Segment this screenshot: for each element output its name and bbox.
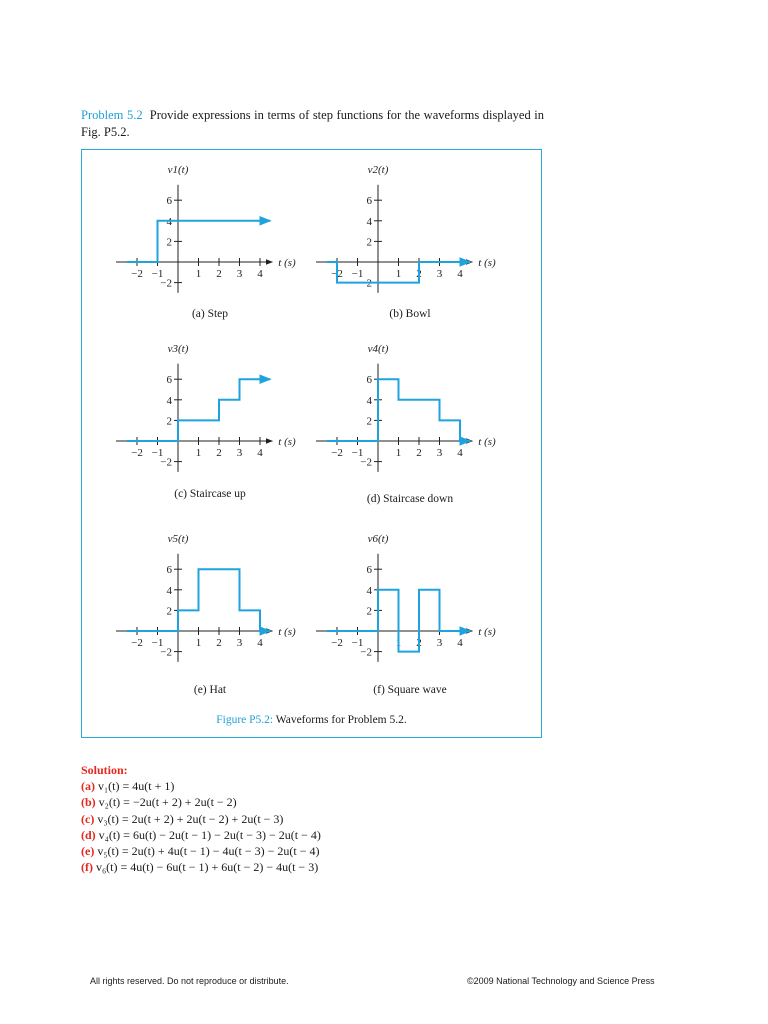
solution-expression: v₅(t) = 2u(t) + 4u(t − 1) − 4u(t − 3) − 2u(t − 4) [97,844,320,859]
y-tick-label: 4 [366,394,372,407]
x-tick-label: 2 [416,637,422,649]
waveform-plot [316,162,516,312]
waveform-plot [316,341,516,491]
x-tick-label: 1 [195,447,202,459]
y-tick-label: −2 [160,456,172,469]
y-tick-label: −2 [360,277,372,290]
x-tick-label: 3 [436,637,443,649]
x-axis-title: t (s) [478,436,496,448]
solution-letter: (e) [81,844,95,859]
x-tick-label: 4 [257,637,263,649]
x-tick-label: −2 [131,447,143,459]
figure-caption-text: Waveforms for Problem 5.2. [275,714,407,726]
y-tick-label: −2 [360,646,372,659]
x-tick-label: 4 [257,447,263,459]
solution-letter: (d) [81,827,96,842]
waveform-plot [116,162,316,312]
x-tick-label: −1 [151,447,164,459]
x-axis-title: t (s) [278,257,296,269]
figure-label: Figure P5.2: [216,714,274,726]
solution-block [81,762,321,875]
x-tick-label: 3 [236,637,243,649]
y-tick-label: 4 [166,584,172,597]
figure-box [81,149,542,738]
waveform-line [327,590,471,652]
caption-b: (b) Bowl [389,308,431,320]
plot-f-square-wave [316,531,516,686]
x-axis-title: t (s) [278,436,296,448]
caption-d: (d) Staircase down [366,493,454,505]
x-axis-title: t (s) [278,626,296,638]
y-tick-label: 2 [166,605,172,618]
x-tick-label: −2 [331,447,343,459]
x-tick-label: −1 [351,447,364,459]
solution-line [81,827,321,843]
x-tick-label: 1 [395,268,402,280]
footer-copyright-notice: All rights reserved. Do not reproduce or distribute. [90,976,289,986]
solution-line [81,859,321,875]
solution-expression: v₁(t) = 4u(t + 1) [98,779,175,794]
solution-expression: v₂(t) = −2u(t + 2) + 2u(t − 2) [98,795,237,810]
y-tick-label: 2 [166,236,172,249]
figure-caption [82,714,541,726]
x-tick-label: 2 [416,447,422,459]
caption-f: (f) Square wave [373,684,447,696]
x-tick-label: 4 [457,447,463,459]
x-axis-title: t (s) [478,626,496,638]
y-axis-title: v5(t) [167,533,189,545]
y-tick-label: 4 [166,394,172,407]
y-axis-title: v2(t) [367,164,389,176]
waveform-plot [116,341,316,491]
y-tick-label: −2 [160,646,172,659]
solution-expression: v₃(t) = 2u(t + 2) + 2u(t − 2) + 2u(t − 3) [97,811,284,826]
x-tick-label: 1 [395,637,402,649]
solution-line [81,794,321,810]
waveform-line [127,221,270,262]
y-tick-label: −2 [360,456,372,469]
y-tick-label: 6 [166,195,172,208]
problem-label: Problem 5.2 [81,108,143,122]
x-tick-label: 2 [216,268,222,280]
y-tick-label: 6 [366,195,372,208]
y-tick-label: 6 [366,564,372,577]
waveform-plot [316,531,516,681]
problem-statement [81,107,544,141]
x-tick-label: 1 [395,447,402,459]
x-tick-label: 4 [457,637,463,649]
plot-d-staircase-down [316,341,516,496]
y-tick-label: 2 [366,415,372,428]
solution-letter: (b) [81,795,96,810]
problem-text: Provide expressions in terms of step functions for the waveforms displayed in Fig. P5.2. [81,108,545,139]
y-axis-title: v1(t) [167,164,189,176]
y-tick-label: 6 [166,564,172,577]
x-tick-label: −2 [331,637,343,649]
waveform-line [127,569,270,631]
solution-expression: v₆(t) = 4u(t) − 6u(t − 1) + 6u(t − 2) − 4u(t − 3) [96,860,319,875]
y-axis-title: v6(t) [367,533,389,545]
plot-a-step [116,162,316,317]
waveform-plot [116,531,316,681]
caption-c: (c) Staircase up [174,488,246,500]
solution-line [81,811,321,827]
x-tick-label: −2 [131,268,143,280]
solution-letter: (f) [81,860,93,875]
plot-c-staircase-up [116,341,316,496]
x-tick-label: −1 [151,268,164,280]
solution-letter: (c) [81,811,95,826]
y-tick-label: −2 [160,277,172,290]
y-axis-title: v3(t) [167,343,189,355]
solution-line [81,843,321,859]
solution-title: Solution: [81,763,128,777]
x-tick-label: 1 [195,637,202,649]
x-tick-label: −2 [131,637,143,649]
x-tick-label: −1 [351,268,364,280]
x-tick-label: −1 [151,637,164,649]
y-axis-title: v4(t) [367,343,389,355]
x-tick-label: 3 [436,268,443,280]
x-tick-label: −2 [331,268,343,280]
x-tick-label: 2 [216,637,222,649]
solution-letter: (a) [81,779,95,794]
x-tick-label: 3 [236,268,243,280]
footer-publisher: ©2009 National Technology and Science Press [467,976,655,986]
x-tick-label: 3 [436,447,443,459]
y-tick-label: 2 [166,415,172,428]
x-tick-label: 4 [257,268,263,280]
solution-line [81,778,321,794]
x-tick-label: 1 [195,268,202,280]
y-tick-label: 2 [366,605,372,618]
y-tick-label: 4 [366,215,372,228]
y-tick-label: 2 [366,236,372,249]
y-tick-label: 4 [166,215,172,228]
y-tick-label: 6 [166,374,172,387]
solution-expression: v₄(t) = 6u(t) − 2u(t − 1) − 2u(t − 3) − 2u(t − 4) [98,827,321,842]
plot-b-bowl [316,162,516,317]
y-tick-label: 4 [366,584,372,597]
x-tick-label: 3 [236,447,243,459]
waveform-line [327,379,471,441]
x-axis-title: t (s) [478,257,496,269]
x-tick-label: 2 [416,268,422,280]
plot-e-hat [116,531,316,686]
y-tick-label: 6 [366,374,372,387]
x-tick-label: 2 [216,447,222,459]
x-tick-label: −1 [351,637,364,649]
x-tick-label: 4 [457,268,463,280]
caption-e: (e) Hat [193,684,227,696]
waveform-line [127,379,270,441]
caption-a: (a) Step [191,308,229,320]
